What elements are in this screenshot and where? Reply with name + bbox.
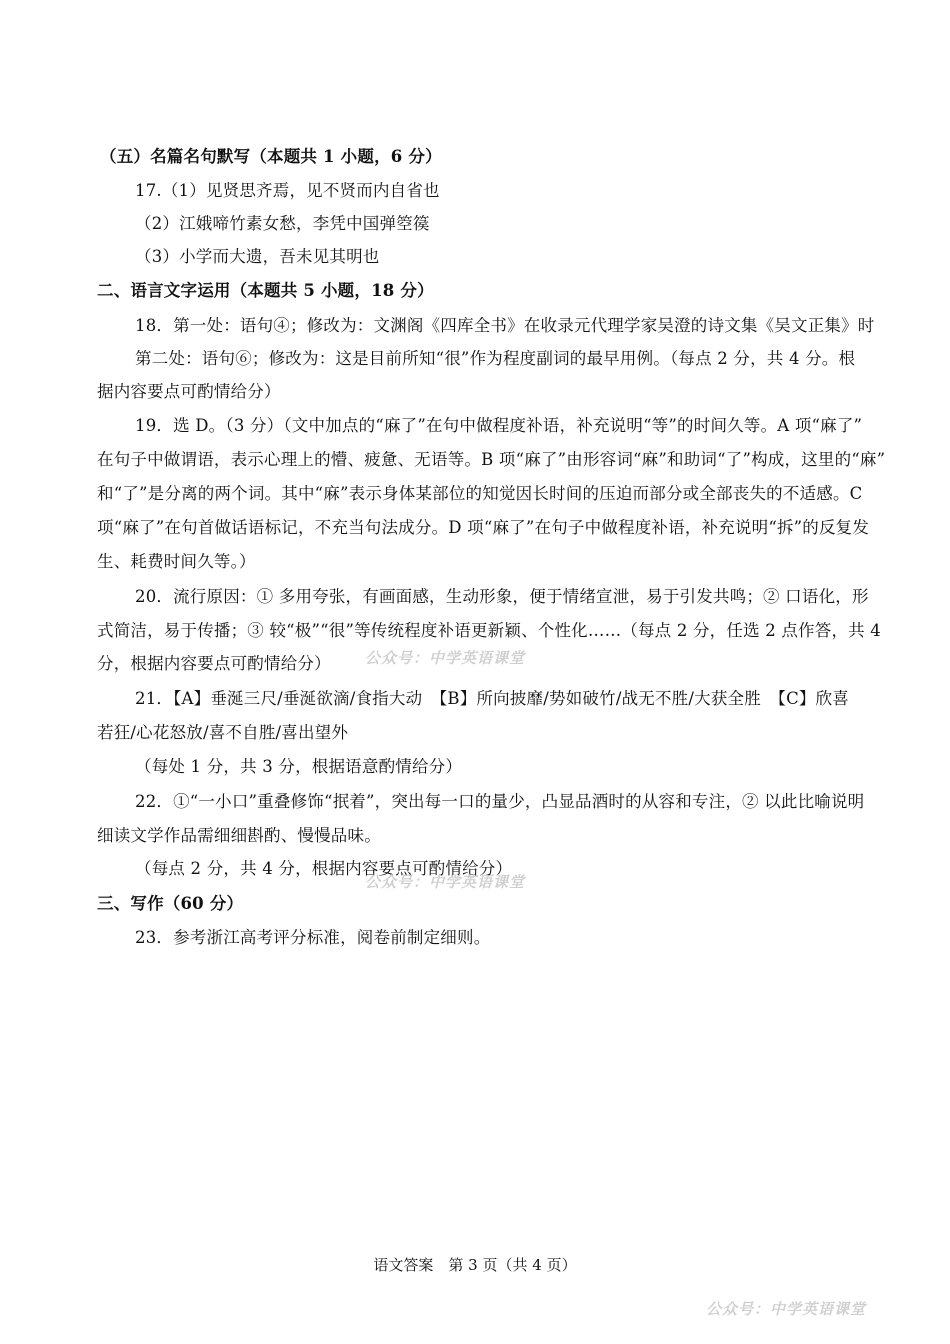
q21-line-2: 若狂/心花怒放/喜不自胜/喜出望外: [97, 723, 349, 742]
watermark-1: 公众号：中学英语课堂: [365, 649, 526, 667]
section-five-heading: （五）名篇名句默写（本题共 1 小题，6 分）: [100, 147, 442, 166]
q22-line-3: （每点 2 分，共 4 分，根据内容要点可酌情给分）: [135, 859, 513, 878]
page-footer: 语文答案 第 3 页（共 4 页）: [373, 1256, 577, 1274]
q20-line-1: 20．流行原因：① 多用夸张，有画面感，生动形象，便于情绪宣泄，易于引发共鸣；② 口语化，形: [135, 587, 869, 606]
q18-line-2: 第二处：语句⑥；修改为：这是目前所知“很”作为程度副词的最早用例。（每点 2 分，共 4 分。根: [135, 349, 856, 368]
q22-line-1: 22．①“一小口”重叠修饰“抿着”，突出每一口的量少，凸显品酒时的从容和专注，② 以此比喻说明: [135, 792, 865, 811]
part-three-heading: 三、写作（60 分）: [97, 894, 244, 913]
q19-line-3: 和“了”是分离的两个词。其中“麻”表示身体某部位的知觉因长时间的压迫而部分或全部丧失的不适感。C: [97, 484, 863, 503]
q18-line-1: 18．第一处：语句④；修改为：文渊阁《四库全书》在收录元代理学家吴澄的诗文集《吴文正集》时: [135, 316, 875, 335]
q23-line: 23．参考浙江高考评分标准，阅卷前制定细则。: [135, 928, 491, 947]
q19-line-2: 在句子中做谓语，表示心理上的懵、疲惫、无语等。B 项“麻了”由形容词“麻”和助词“了”构成，这里的“麻”: [97, 450, 886, 469]
q20-line-2: 式简洁，易于传播；③ 较“极”“很”等传统程度补语更新颖、个性化……（每点 2 分，任选 2 点作答，共 4: [97, 621, 882, 640]
q17-item-2: （2）江娥啼竹素女愁，李凭中国弹箜篌: [135, 214, 430, 233]
q21-line-1: 21．【A】垂涎三尺/垂涎欲滴/食指大动 【B】所向披靡/势如破竹/战无不胜/大获全胜 【C】欣喜: [135, 689, 850, 708]
part-two-heading: 二、语言文字运用（本题共 5 小题，18 分）: [97, 281, 434, 300]
q17-item-3: （3）小学而大遗，吾未见其明也: [135, 247, 380, 266]
q17-item-1: 17.（1）见贤思齐焉，见不贤而内自省也: [135, 181, 440, 200]
q20-line-3: 分，根据内容要点可酌情给分）: [97, 654, 331, 673]
q19-line-1: 19．选 D。（3 分）（文中加点的“麻了”在句中做程度补语，补充说明“等”的时间久等。A 项“麻了”: [135, 416, 863, 435]
watermark-2: 公众号：中学英语课堂: [365, 873, 526, 891]
watermark-3: 公众号：中学英语课堂: [706, 1300, 867, 1318]
q21-line-3: （每处 1 分，共 3 分，根据语意酌情给分）: [135, 757, 463, 776]
q19-line-5: 生、耗费时间久等。）: [97, 552, 256, 571]
q22-line-2: 细读文学作品需细细斟酌、慢慢品味。: [97, 826, 381, 845]
q19-line-4: 项“麻了”在句首做话语标记，不充当句法成分。D 项“麻了”在句子中做程度补语，补充说明“拆”的反复发: [97, 518, 870, 537]
q18-line-3: 据内容要点可酌情给分）: [97, 382, 281, 401]
